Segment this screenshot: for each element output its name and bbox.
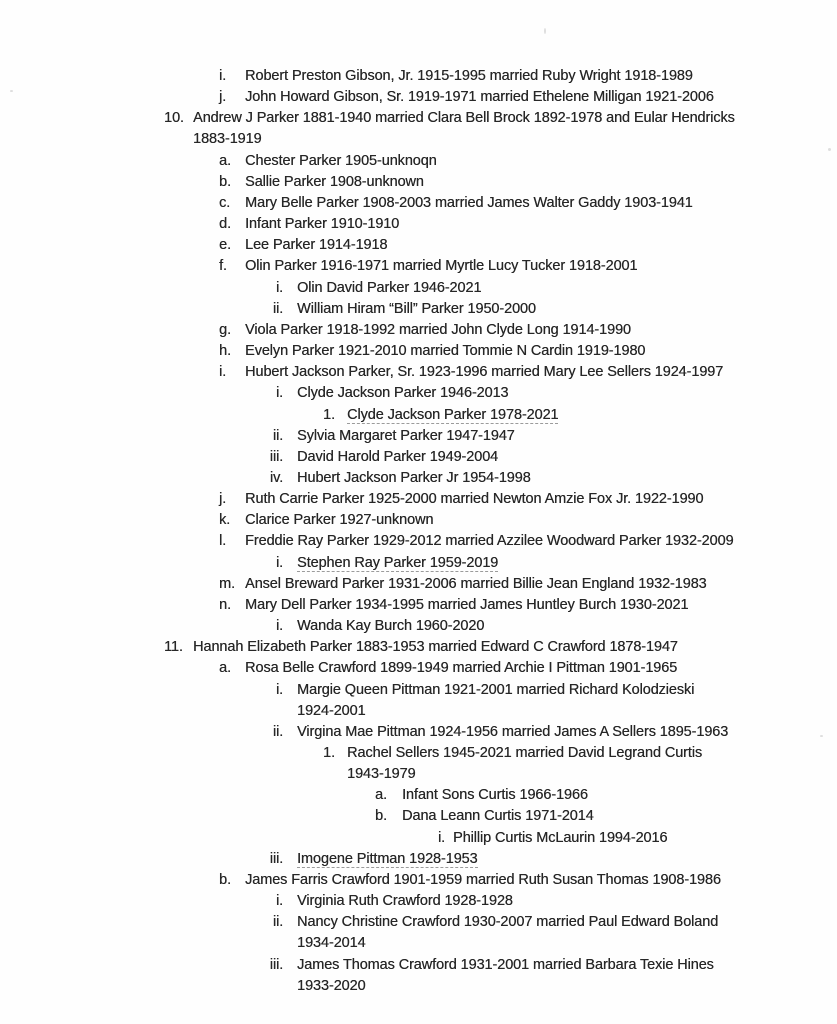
list-item <box>0 531 837 552</box>
list-marker: i. <box>219 68 227 84</box>
entry-text: Virginia Ruth Crawford 1928-1928 <box>297 893 513 910</box>
entry-text-continuation: 1934-2014 <box>297 935 366 952</box>
entry-text: Margie Queen Pittman 1921-2001 married Richard Kolodzieski <box>297 681 695 698</box>
list-item <box>0 66 837 87</box>
list-marker: i. <box>275 893 283 910</box>
list-text <box>193 108 837 150</box>
entry-text: Dana Leann Curtis 1971-2014 <box>402 808 594 825</box>
list-text <box>245 66 837 87</box>
list-marker: h. <box>219 343 231 360</box>
list-item <box>0 299 837 320</box>
list-text <box>297 849 837 870</box>
entry-text: James Farris Crawford 1901-1959 married Ruth Susan Thomas 1908-1986 <box>245 871 721 888</box>
list-marker: ii. <box>272 914 283 931</box>
entry-text: Freddie Ray Parker 1929-2012 married Azzilee Woodward Parker 1932-2009 <box>245 533 734 550</box>
entry-text: Sylvia Margaret Parker 1947-1947 <box>297 427 515 444</box>
list-item <box>0 743 837 785</box>
list-text <box>297 426 837 447</box>
list-marker: ii. <box>272 427 283 444</box>
list-text <box>297 447 837 468</box>
entry-text: Evelyn Parker 1921-2010 married Tommie N Cardin 1919-1980 <box>245 343 646 360</box>
list-item <box>0 320 837 341</box>
list-item <box>0 383 837 404</box>
entry-text: Hubert Jackson Parker Jr 1954-1998 <box>297 469 531 486</box>
list-text <box>245 151 837 172</box>
entry-text-continuation: 1933-2020 <box>297 977 366 994</box>
list-item <box>0 680 837 722</box>
list-text <box>297 955 837 997</box>
list-item <box>0 785 837 806</box>
list-marker: i. <box>275 385 283 402</box>
list-item <box>0 87 837 108</box>
list-marker: b. <box>219 173 231 190</box>
list-text <box>453 828 837 849</box>
list-item <box>0 574 837 595</box>
list-marker: iii. <box>269 448 283 465</box>
entry-text-continuation: 1883-1919 <box>193 131 262 148</box>
list-marker: k. <box>219 512 231 529</box>
list-item <box>0 108 837 150</box>
list-text <box>245 87 837 108</box>
entry-text: Rachel Sellers 1945-2021 married David Legrand Curtis <box>347 745 702 761</box>
list-marker: b. <box>375 808 387 825</box>
list-text <box>245 320 837 341</box>
list-text <box>297 383 837 404</box>
list-item <box>0 828 837 849</box>
list-marker: n. <box>219 596 231 613</box>
entry-text: Hubert Jackson Parker, Sr. 1923-1996 married Mary Lee Sellers 1924-1997 <box>245 364 724 381</box>
entry-text-continuation: 1943-1979 <box>347 766 416 783</box>
list-item <box>0 278 837 299</box>
list-item <box>0 362 837 383</box>
entry-text: James Thomas Crawford 1931-2001 married Barbara Texie Hines <box>297 956 714 973</box>
entry-text: Virgina Mae Pittman 1924-1956 married James A Sellers 1895-1963 <box>297 723 729 740</box>
list-item <box>0 595 837 616</box>
list-item <box>0 637 837 658</box>
list-item <box>0 849 837 870</box>
entry-text: William Hiram “Bill” Parker 1950-2000 <box>297 300 536 317</box>
list-item <box>0 870 837 891</box>
list-text <box>297 278 837 299</box>
list-text <box>245 256 837 277</box>
entry-text: Imogene Pittman 1928-1953 <box>297 850 478 867</box>
entry-text: Ruth Carrie Parker 1925-2000 married Newton Amzie Fox Jr. 1922-1990 <box>245 491 704 508</box>
list-item <box>0 214 837 235</box>
list-item <box>0 256 837 277</box>
list-marker: ii. <box>272 723 283 740</box>
entry-text: Stephen Ray Parker 1959-2019 <box>297 554 499 571</box>
list-item <box>0 172 837 193</box>
list-text <box>297 912 837 954</box>
list-marker: i. <box>437 829 445 846</box>
list-text <box>402 785 837 806</box>
entry-text: Olin David Parker 1946-2021 <box>297 279 482 296</box>
entry-text: Olin Parker 1916-1971 married Myrtle Lucy Tucker 1918-2001 <box>245 258 638 275</box>
entry-text: Phillip Curtis McLaurin 1994-2016 <box>453 829 668 846</box>
entry-text: John Howard Gibson, Sr. 1919-1971 married Ethelene Milligan 1921-2006 <box>245 89 714 106</box>
list-marker: 1. <box>323 406 335 423</box>
list-marker: 11. <box>164 639 183 656</box>
list-marker: 1. <box>323 745 335 761</box>
list-marker: i. <box>275 618 283 635</box>
list-text <box>245 193 837 214</box>
list-item <box>0 151 837 172</box>
entry-text: Clarice Parker 1927-unknown <box>245 512 434 529</box>
entry-text: Clyde Jackson Parker 1978-2021 <box>347 406 559 423</box>
list-marker: e. <box>219 237 231 254</box>
entry-text: Infant Parker 1910-1910 <box>245 216 400 233</box>
list-item <box>0 341 837 362</box>
entry-text: Ansel Breward Parker 1931-2006 married Billie Jean England 1932-1983 <box>245 575 707 592</box>
list-text <box>297 891 837 912</box>
list-marker: i. <box>219 364 227 381</box>
list-text <box>297 553 837 574</box>
entry-text: Sallie Parker 1908-unknown <box>245 173 424 190</box>
entry-text: Wanda Kay Burch 1960-2020 <box>297 618 485 635</box>
list-item <box>0 193 837 214</box>
list-item <box>0 806 837 827</box>
entry-text: Nancy Christine Crawford 1930-2007 married Paul Edward Boland <box>297 914 719 931</box>
list-marker: a. <box>219 152 231 169</box>
list-marker: iii. <box>269 956 283 973</box>
list-marker: d. <box>219 216 231 233</box>
list-marker: a. <box>219 660 231 677</box>
list-marker: i. <box>275 554 283 571</box>
entry-text: Mary Belle Parker 1908-2003 married James Walter Gaddy 1903-1941 <box>245 194 693 211</box>
list-item <box>0 722 837 743</box>
list-text <box>297 299 837 320</box>
list-text <box>402 806 837 827</box>
scan-speck <box>544 28 546 34</box>
list-marker: ii. <box>272 300 283 317</box>
list-item <box>0 553 837 574</box>
list-text <box>245 235 837 256</box>
entry-text: Chester Parker 1905-unknoqn <box>245 152 437 169</box>
entry-text-continuation: 1924-2001 <box>297 702 366 719</box>
entry-text: Hannah Elizabeth Parker 1883-1953 married Edward C Crawford 1878-1947 <box>193 639 678 656</box>
entry-text: Lee Parker 1914-1918 <box>245 237 388 254</box>
list-text <box>347 743 837 785</box>
entry-text: Clyde Jackson Parker 1946-2013 <box>297 385 509 402</box>
entry-text: Infant Sons Curtis 1966-1966 <box>402 787 588 804</box>
list-item <box>0 912 837 954</box>
list-text <box>193 637 837 658</box>
list-marker: i. <box>275 681 283 698</box>
entry-text: David Harold Parker 1949-2004 <box>297 448 499 465</box>
list-text <box>245 341 837 362</box>
list-text <box>245 489 837 510</box>
list-marker: j. <box>219 491 227 508</box>
list-item <box>0 658 837 679</box>
list-marker: iv. <box>269 469 283 486</box>
entry-text: Andrew J Parker 1881-1940 married Clara Bell Brock 1892-1978 and Eular Hendricks <box>193 110 735 127</box>
list-marker: b. <box>219 871 231 888</box>
entry-text: Viola Parker 1918-1992 married John Clyde Long 1914-1990 <box>245 321 631 338</box>
list-text <box>245 510 837 531</box>
list-item <box>0 489 837 510</box>
list-text <box>245 531 837 552</box>
list-marker: g. <box>219 321 231 338</box>
list-text <box>245 595 837 616</box>
list-item <box>0 426 837 447</box>
entry-text: Mary Dell Parker 1934-1995 married James Huntley Burch 1930-2021 <box>245 596 689 613</box>
list-marker: 10. <box>164 110 184 127</box>
list-text <box>297 680 837 722</box>
list-text <box>245 574 837 595</box>
genealogy-list <box>0 66 837 997</box>
list-text <box>297 616 837 637</box>
list-text <box>245 172 837 193</box>
list-marker: f. <box>219 258 227 275</box>
entry-text: Rosa Belle Crawford 1899-1949 married Archie I Pittman 1901-1965 <box>245 660 678 677</box>
list-item <box>0 955 837 997</box>
list-item <box>0 510 837 531</box>
list-text <box>245 362 837 383</box>
entry-text: Robert Preston Gibson, Jr. 1915-1995 married Ruby Wright 1918-1989 <box>245 68 693 84</box>
list-marker: m. <box>219 575 235 592</box>
list-text <box>245 658 837 679</box>
list-item <box>0 468 837 489</box>
list-text <box>245 870 837 891</box>
list-text <box>297 722 837 743</box>
list-marker: j. <box>219 89 227 106</box>
list-marker: a. <box>375 787 387 804</box>
list-text <box>347 405 837 426</box>
list-text <box>245 214 837 235</box>
list-text <box>297 468 837 489</box>
list-item <box>0 616 837 637</box>
list-item <box>0 447 837 468</box>
list-marker: l. <box>219 533 227 550</box>
list-marker: iii. <box>269 850 283 867</box>
list-marker: c. <box>219 194 231 211</box>
list-item <box>0 891 837 912</box>
list-item <box>0 405 837 426</box>
list-marker: i. <box>275 279 283 296</box>
list-item <box>0 235 837 256</box>
